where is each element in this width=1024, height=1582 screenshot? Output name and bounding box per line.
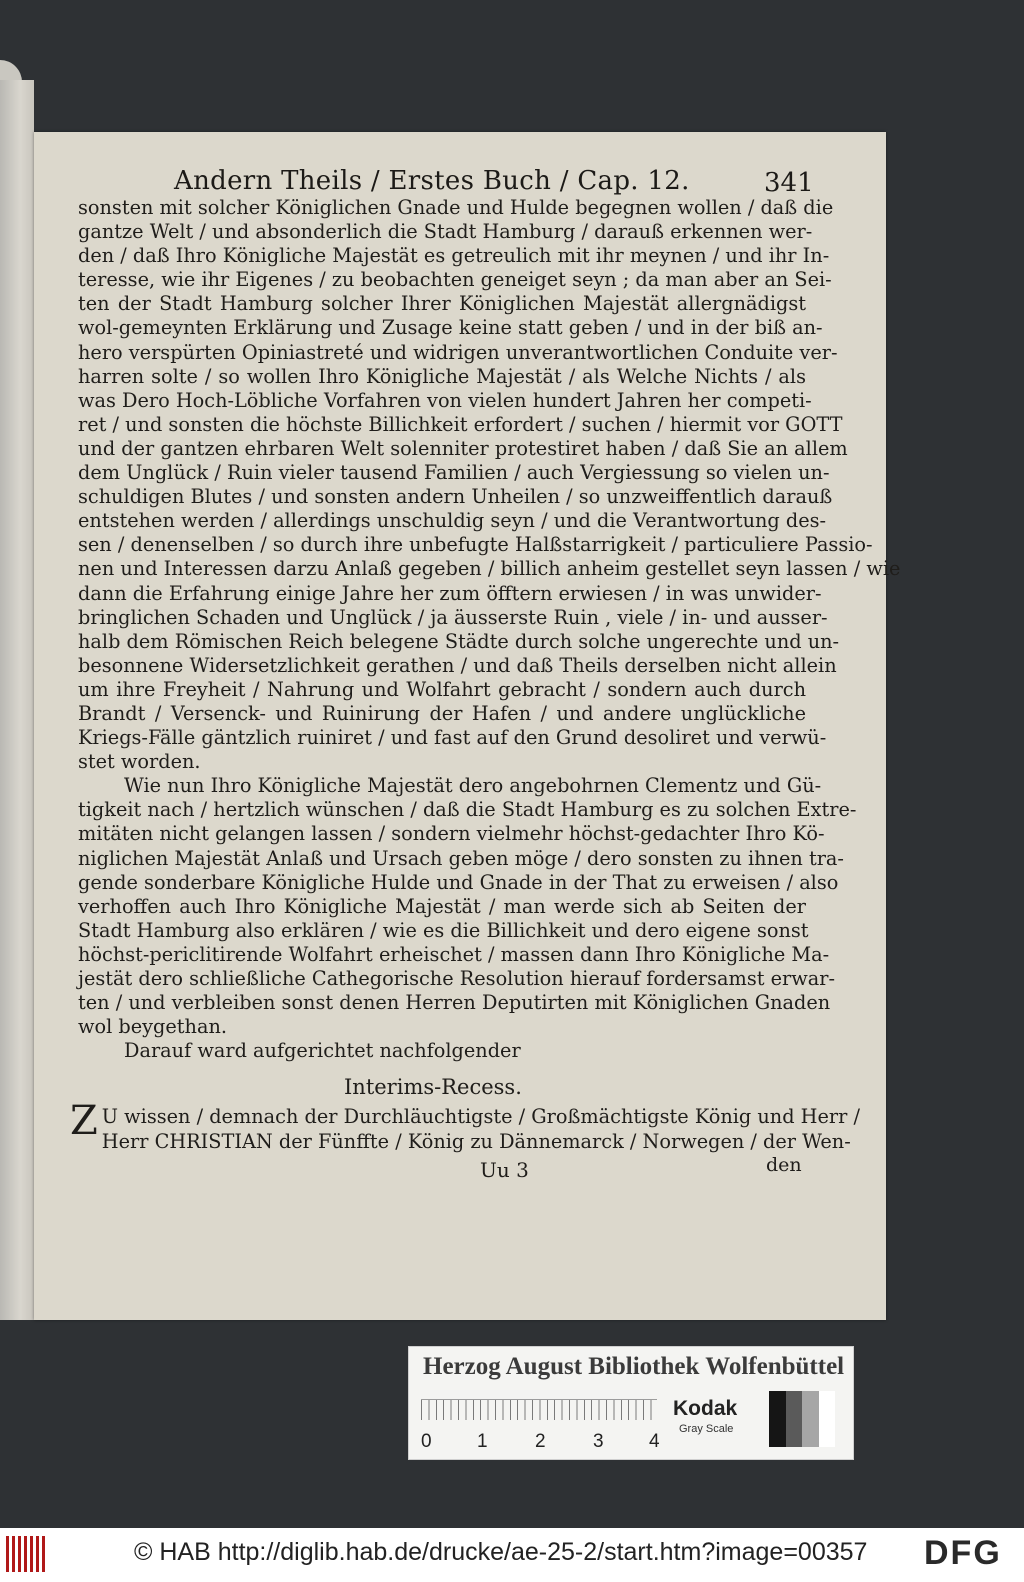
text-line: sonsten mit solcher Königlichen Gnade und Hulde begegnen wollen / daß die <box>78 196 834 219</box>
hab-logo-icon <box>6 1536 46 1572</box>
recess-text <box>70 1098 860 1154</box>
text-line: dann die Erfahrung einige Jahre her zum öfftern erwiesen / in was unwider- <box>78 581 822 605</box>
drop-cap: Z <box>70 1098 98 1144</box>
text-line: teresse, wie ihr Eigenes / zu beobachten geneiget seyn ; da man aber an Sei- <box>78 268 832 292</box>
text-line: und der gantzen ehrbaren Welt solenniter protestiret haben / daß Sie an allem <box>78 436 848 460</box>
text-line: Darauf ward aufgerichtet nachfolgender <box>124 1039 521 1063</box>
scale-numbers <box>421 1431 661 1453</box>
scale-number: 0 <box>421 1431 432 1452</box>
text-line: stet worden. <box>78 750 201 774</box>
text-line: niglichen Majestät Anlaß und Ursach geben möge / dero sonsten zu ihnen tra- <box>78 846 844 870</box>
scale-number: 1 <box>477 1431 488 1452</box>
dfg-logo: DFG <box>924 1534 1002 1572</box>
text-line: dem Unglück / Ruin vieler tausend Familien / auch Vergiessung so vielen un- <box>78 461 830 485</box>
kodak-brand: Kodak <box>673 1397 738 1420</box>
swatch-black <box>769 1391 786 1447</box>
text-line: Wie nun Ihro Königliche Majestät dero angebohrnen Clementz und Gü- <box>124 774 822 798</box>
footer-url[interactable]: © HAB http://diglib.hab.de/drucke/ae-25-2/start.htm?image=00357 <box>134 1538 868 1566</box>
text-line: schuldigen Blutes / und sonsten andern Unheilen / so unzweiffentlich darauß <box>78 485 833 509</box>
text-line: ret / und sonsten die höchste Billichkeit erfordert / suchen / hiermit vor GOTT <box>78 412 843 436</box>
text-line: bringlichen Schaden und Unglück / ja äusserste Ruin , viele / in- und ausser- <box>78 605 828 629</box>
text-line: wol beygethan. <box>78 1015 228 1039</box>
text-line: gantze Welt / und absonderlich die Stadt Hamburg / darauß erkennen wer- <box>78 220 813 244</box>
scale-number: 3 <box>593 1431 604 1452</box>
text-line: tigkeit nach / hertzlich wünschen / daß die Stadt Hamburg es zu solchen Extre- <box>78 798 857 822</box>
text-line: sen / denenselben / so durch ihre unbefugte Halßstarrigkeit / particuliere Passio- <box>78 533 873 557</box>
body-text <box>78 196 901 1063</box>
running-head: Andern Theils / Erstes Buch / Cap. 12. <box>174 166 690 196</box>
text-line: ten der Stadt Hamburg solcher Ihrer Königlichen Majestät allergnädigst <box>78 292 806 316</box>
text-line: jestät dero schließliche Cathegorische Resolution hierauf fordersamst erwar- <box>78 967 835 990</box>
library-label <box>408 1346 854 1460</box>
text-line: was Dero Hoch-Löbliche Vorfahren von vielen hundert Jahren her competi- <box>78 388 812 412</box>
text-line: U wissen / demnach der Durchläuchtigste / Großmächtigste König und Herr / <box>101 1105 860 1128</box>
page-number: 341 <box>764 168 814 198</box>
gray-swatches <box>769 1391 835 1447</box>
text-line: Herr CHRISTIAN der Fünffte / König zu Dännemarck / Norwegen / der Wen- <box>101 1130 851 1153</box>
text-line: Stadt Hamburg also erklären / wie es die Billichkeit und dero eigene sonst <box>78 918 809 942</box>
text-line: entstehen werden / allerdings unschuldig seyn / und die Verantwortung des- <box>78 509 827 533</box>
library-name: Herzog August Bibliothek Wolfenbüttel <box>423 1353 845 1380</box>
swatch-white <box>819 1391 836 1447</box>
text-line: um ihre Freyheit / Nahrung und Wolfahrt gebracht / sondern auch durch <box>78 677 806 701</box>
text-line: höchst-periclitirende Wolfahrt erheischet / massen dann Ihro Königliche Ma- <box>78 942 830 966</box>
scale-number: 2 <box>535 1431 546 1452</box>
text-line: Kriegs-Fälle gäntzlich ruiniret / und fast auf den Grund desoliret und verwü- <box>78 726 827 750</box>
scale-ruler <box>421 1399 657 1430</box>
text-line: Brandt / Versenck- und Ruinirung der Hafen / und andere unglückliche <box>78 701 806 725</box>
text-line: hero verspürten Opiniastreté und widrigen unverantwortlichen Conduite ver- <box>78 340 838 364</box>
text-line: nen und Interessen darzu Anlaß gegeben / billich anheim gestellet seyn lassen / wie <box>78 557 901 581</box>
text-line: harren solte / so wollen Ihro Königliche Majestät / als Welche Nichts / als <box>78 364 806 388</box>
text-line: ten / und verbleiben sonst denen Herren Deputirten mit Königlichen Gnaden <box>78 991 831 1015</box>
text-line: den / daß Ihro Königliche Majestät es getreulich mit ihr meynen / und ihr In- <box>78 244 830 268</box>
signature-mark: Uu 3 <box>480 1158 529 1182</box>
section-heading: Interims-Recess. <box>344 1075 522 1099</box>
catchword: den <box>766 1154 802 1176</box>
text-line: wol-gemeynten Erklärung und Zusage keine statt geben / und in der biß an- <box>78 316 823 340</box>
text-line: gende sonderbare Königliche Hulde und Gnade in der That zu erweisen / also <box>78 870 839 894</box>
text-line: verhoffen auch Ihro Königliche Majestät / man werde sich ab Seiten der <box>78 894 806 918</box>
scale-number: 4 <box>649 1431 660 1452</box>
text-line: besonnene Widersetzlichkeit gerathen / und daß Theils derselben nicht allein <box>78 653 837 677</box>
footer-bar <box>0 1528 1024 1582</box>
gray-scale-caption: Gray Scale <box>679 1423 734 1435</box>
adjacent-page-edge <box>0 80 34 1320</box>
swatch-dark-gray <box>786 1391 803 1447</box>
text-line: halb dem Römischen Reich belegene Städte durch solche ungerechte und un- <box>78 629 840 653</box>
text-line: mitäten nicht gelangen lassen / sondern vielmehr höchst-gedachter Ihro Kö- <box>78 822 825 846</box>
swatch-light-gray <box>802 1391 819 1447</box>
